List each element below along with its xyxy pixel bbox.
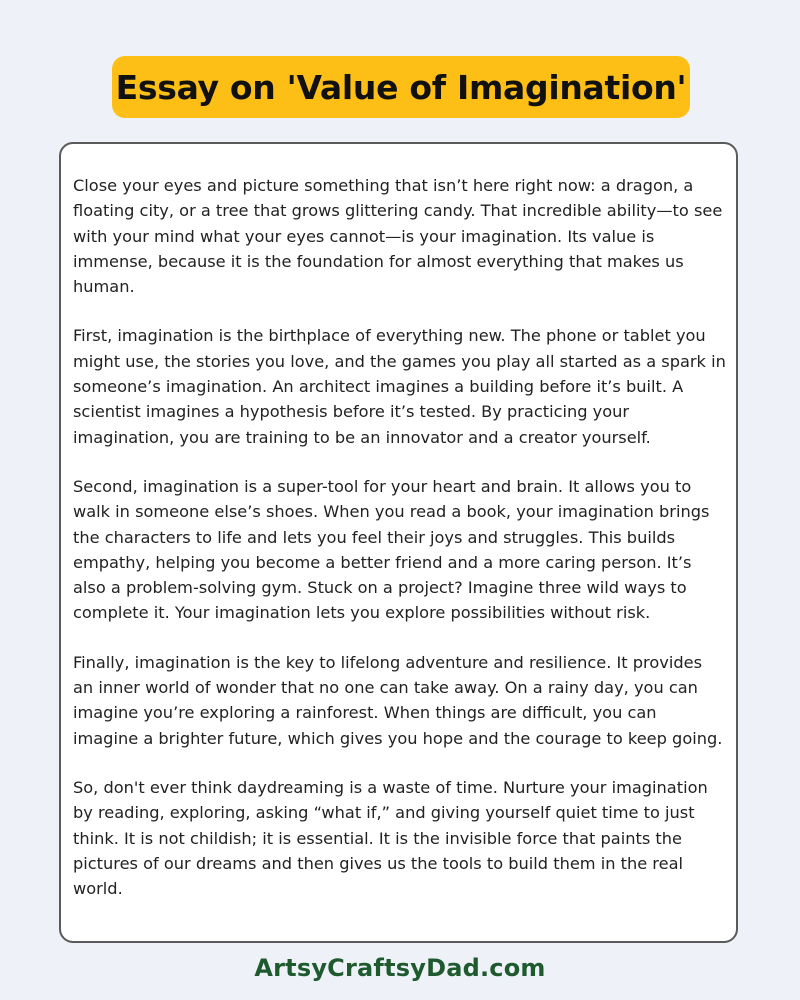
essay-paragraph-finally: Finally, imagination is the key to lifelong adventure and resilience. It provides an inner world of wonder that no one can take away. On a rainy day, you can imagine you’re exploring a rainforest. When things are difficult, you can imagine a brighter future, which gives you hope and the courage to keep going. (73, 652, 723, 748)
footer-brand: ArtsyCraftsyDad.com (254, 954, 546, 982)
essay-paragraph-conclusion: So, don't ever think daydreaming is a waste of time. Nurture your imagination by reading, exploring, asking “what if,” and giving yourself quiet time to just think. It is not childish; it is essential. It is the invisible force that paints the pictures of our dreams and then gives us the tools to build them in the real world. (73, 777, 708, 899)
essay-paragraph-intro: Close your eyes and picture something that isn’t here right now: a dragon, a floating city, or a tree that grows glittering candy. That incredible ability—to see with your mind what your eyes cannot—is your imagination. Its value is immense, because it is the foundation for almost everything that makes us human. (73, 176, 723, 297)
essay-paragraph-first: First, imagination is the birthplace of everything new. The phone or tablet you might use, the stories you love, and the games you play all started as a spark in someone’s imagination. An architect imagines a building before it’s built. A scientist imagines a hypothesis before it’s tested. By practicing your imagination, you are training to be an innovator and a creator yourself. (73, 326, 726, 447)
title-banner (112, 56, 690, 118)
essay-paragraph-second: Second, imagination is a super-tool for your heart and brain. It allows you to walk in someone else’s shoes. When you read a book, your imagination brings the characters to life and lets you feel their joys and struggles. This builds empathy, helping you become a better friend and a more caring person. It’s also a problem-solving gym. Stuck on a project? Imagine three wild ways to complete it. Your imagination lets you explore possibilities without risk. (73, 476, 710, 623)
page-title: Essay on 'Value of Imagination' (115, 67, 687, 107)
essay-card (59, 142, 738, 943)
